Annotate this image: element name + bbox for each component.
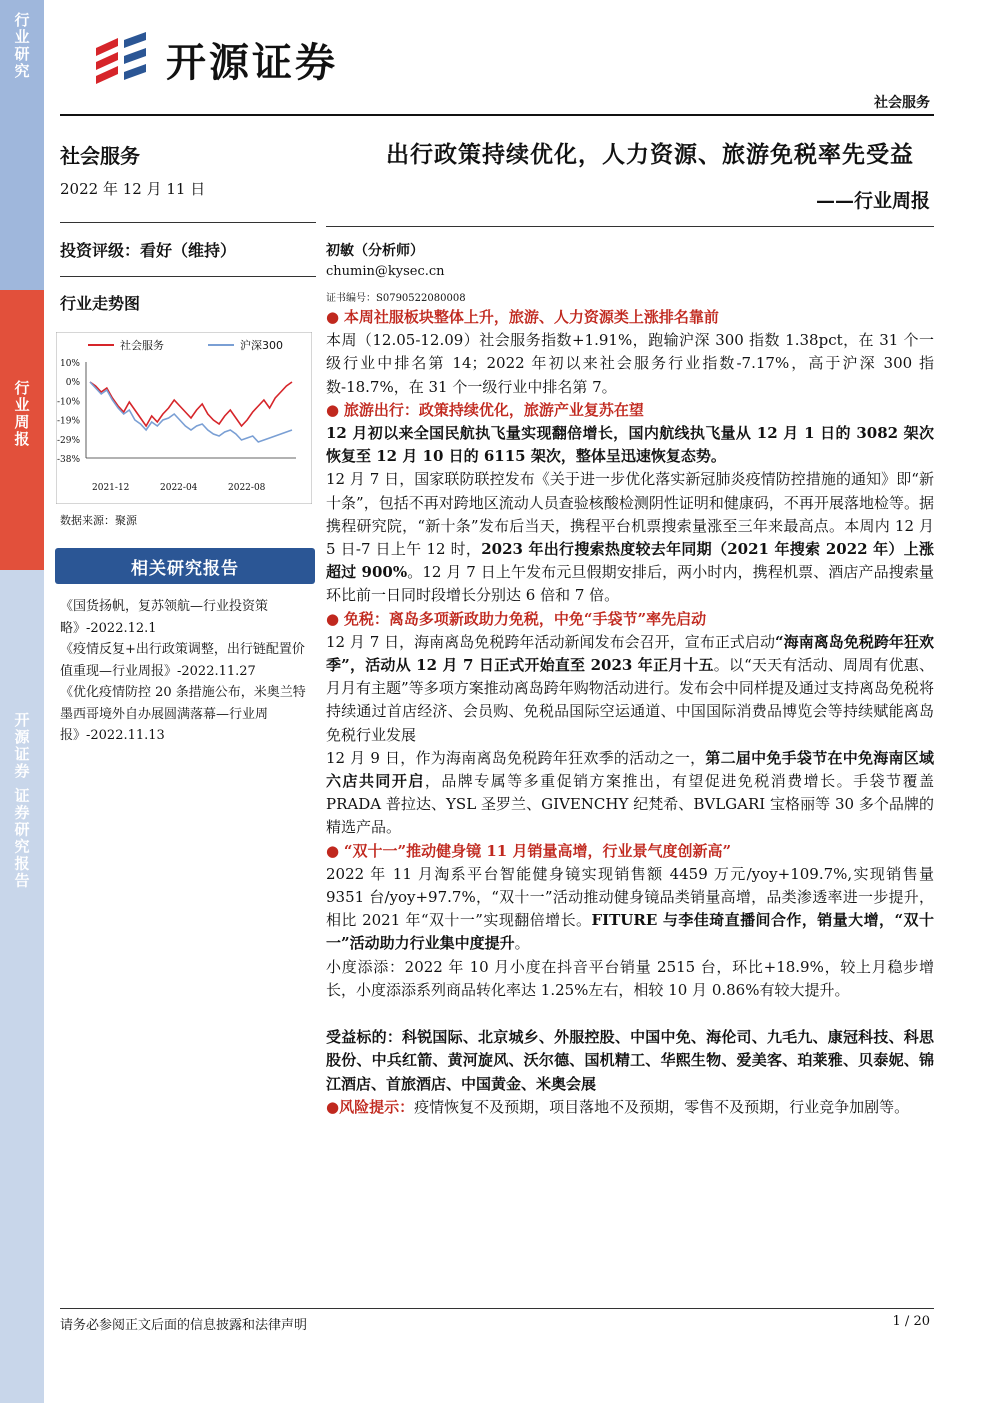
paragraph: 2022 年 11 月淘系平台智能健身镜实现销售额 4459 万元/yoy+109.7%,实现销售量 9351 台/yoy+97.7%，“双十一”活动推动健身镜品类销量高增，品类渗透率进一步提升，相比 2021 年“双十一”实现翻倍增长。FITURE 与李佳琦直播间合作，销量大增，“双十一”活动助力行业集中度提升。 xyxy=(326,864,934,953)
data-source: 数据来源：聚源 xyxy=(60,514,137,527)
report-body xyxy=(326,306,934,1119)
sector-title: 社会服务 xyxy=(60,144,140,168)
series-line xyxy=(90,382,292,426)
report-date: 2022 年 12 月 11 日 xyxy=(60,180,206,198)
trend-chart xyxy=(56,332,312,504)
legend-label: 社会服务 xyxy=(120,339,164,352)
y-tick-label: -29% xyxy=(56,435,80,446)
divider xyxy=(60,222,316,223)
analyst-email[interactable]: chumin@kysec.cn xyxy=(326,264,445,279)
brand-logo xyxy=(88,30,338,88)
divider xyxy=(60,276,316,277)
analyst-name: 初敏（分析师） xyxy=(326,243,424,259)
y-tick-label: 0% xyxy=(65,378,80,389)
footer-disclaimer: 请务必参阅正文后面的信息披露和法律声明 xyxy=(60,1318,308,1333)
related-reports-list xyxy=(60,596,314,747)
x-tick-label: 2022-08 xyxy=(228,483,266,493)
section-heading: ● 旅游出行：政策持续优化，旅游产业复苏在望 xyxy=(326,400,644,419)
trend-chart-title: 行业走势图 xyxy=(60,294,141,313)
paragraph: 本周（12.05-12.09）社会服务指数+1.91%，跑输沪深 300 指数 1.38pct，在 31 个一级行业中排名第 14；2022 年初以来社会服务行业指数-7.17%，高于沪深 300 指数-18.7%，在 31 个一级行业中排名第 7。 xyxy=(326,331,934,396)
bullet-icon: ● xyxy=(326,841,340,860)
section-heading: ● 本周社服板块整体上升，旅游、人力资源类上涨排名靠前 xyxy=(326,308,719,326)
trend-chart-svg xyxy=(56,332,312,504)
investment-rating: 投资评级：看好（维持） xyxy=(60,241,237,260)
report-title: 出行政策持续优化，人力资源、旅游免税率先受益 xyxy=(386,141,914,168)
related-report-item[interactable]: 《国货扬帆，复苏领航—行业投资策略》-2022.12.1 xyxy=(60,599,269,636)
divider xyxy=(326,226,934,227)
bullet-icon: ● xyxy=(326,400,340,419)
header-category: 社会服务 xyxy=(874,95,930,111)
paragraph: 12 月 7 日，国家联防联控发布《关于进一步优化落实新冠肺炎疫情防控措施的通知》即“新十条”，包括不再对跨地区流动人员查验核酸检测阴性证明和健康码，不再开展落地检等。据携程研究院，“新十条”发布后当天，携程平台机票搜索量涨至三年来最高点。本周内 12 月 5 日-7 日上午 12 时，2023 年出行搜索热度较去年同期（2021 年搜索 2022 年）上涨超过 900%。12 月 7 日上午发布元旦假期安排后，两小时内，携程机票、酒店产品搜索量环比前一日同时段增长分别达 6 倍和 7 倍。 xyxy=(326,470,934,605)
header-divider xyxy=(60,114,934,116)
section-heading: ● 免税：离岛多项新政助力免税，中免“手袋节”率先启动 xyxy=(326,609,707,628)
footer-divider xyxy=(60,1308,934,1309)
page-number: 1 / 20 xyxy=(892,1314,930,1329)
paragraph: 12 月初以来全国民航执飞量实现翻倍增长，国内航线执飞量从 12 月 1 日的 3082 架次恢复至 12 月 10 日的 6115 架次，整体呈迅速恢复态势。 xyxy=(326,424,934,466)
brand-mark-icon xyxy=(88,30,156,88)
side-label-industry-research: 行业研究 xyxy=(0,0,44,290)
y-tick-label: -19% xyxy=(56,416,80,427)
related-reports-header: 相关研究报告 xyxy=(55,548,315,584)
section-heading: ● “双十一”推动健身镜 11 月销量高增，行业景气度创新高” xyxy=(326,841,732,860)
bullet-icon: ● xyxy=(326,308,340,326)
analyst-cert: 证书编号：S0790522080008 xyxy=(326,293,466,304)
y-tick-label: 10% xyxy=(59,359,80,369)
side-label-brand: 开源证券 证券研究报告 xyxy=(12,712,31,890)
related-report-item[interactable]: 《疫情反复+出行政策调整，出行链配置价值重现—行业周报》-2022.11.27 xyxy=(60,642,305,679)
risk-warning: ●风险提示：疫情恢复不及预期，项目落地不及预期，零售不及预期，行业竞争加剧等。 xyxy=(326,1097,910,1116)
paragraph: 小度添添：2022 年 10 月小度在抖音平台销量 2515 台，环比+18.9%，较上月稳步增长，小度添添系列商品转化率达 1.25%左右，相较 10 月 0.86%有较大提升。 xyxy=(326,957,934,999)
bullet-icon: ● xyxy=(326,1097,340,1116)
side-label-weekly-report: 行业周报 xyxy=(0,290,44,570)
series-line xyxy=(90,382,292,442)
paragraph: 12 月 7 日，海南离岛免税跨年活动新闻发布会召开，宣布正式启动“海南离岛免税跨年狂欢季”，活动从 12 月 7 日正式开始直至 2023 年正月十五。以“天天有活动、周周有优惠、月月有主题”等多项方案推动离岛跨年购物活动进行。发布会中同样提及通过支持离岛免税将持续通过首店经济、会员购、免税品国际空运通道、中国国际消费品博览会等持续赋能离岛免税行业发展 xyxy=(326,632,935,744)
paragraph: 12 月 9 日，作为海南离岛免税跨年狂欢季的活动之一，第二届中免手袋节在中免海南区域六店共同开启，品牌专属等多重促销方案推出，有望促进免税消费增长。手袋节覆盖 PRADA 普拉达、YSL 圣罗兰、GIVENCHY 纪梵希、BVLGARI 宝格丽等 30 多个品牌的精选产品。 xyxy=(326,748,934,837)
y-tick-label: -10% xyxy=(56,397,80,408)
bullet-icon: ● xyxy=(326,609,340,628)
x-tick-label: 2021-12 xyxy=(92,483,130,493)
related-report-item[interactable]: 《优化疫情防控 20 条措施公布，米奥兰特墨西哥境外自办展圆满落幕—行业周报》-2022.11.13 xyxy=(60,685,306,743)
beneficiaries: 受益标的：科锐国际、北京城乡、外服控股、中国中免、海伦司、九毛九、康冠科技、科思股份、中兵红箭、黄河旋风、沃尔德、国机精工、华熙生物、爱美客、珀莱雅、贝泰妮、锦江酒店、首旅酒店、中国黄金、米奥会展 xyxy=(326,1028,934,1093)
legend-label: 沪深300 xyxy=(240,339,283,352)
brand-name: 开源证券 xyxy=(166,39,338,86)
y-tick-label: -38% xyxy=(56,455,80,465)
report-subtitle: ——行业周报 xyxy=(815,190,930,212)
x-tick-label: 2022-04 xyxy=(160,483,198,493)
